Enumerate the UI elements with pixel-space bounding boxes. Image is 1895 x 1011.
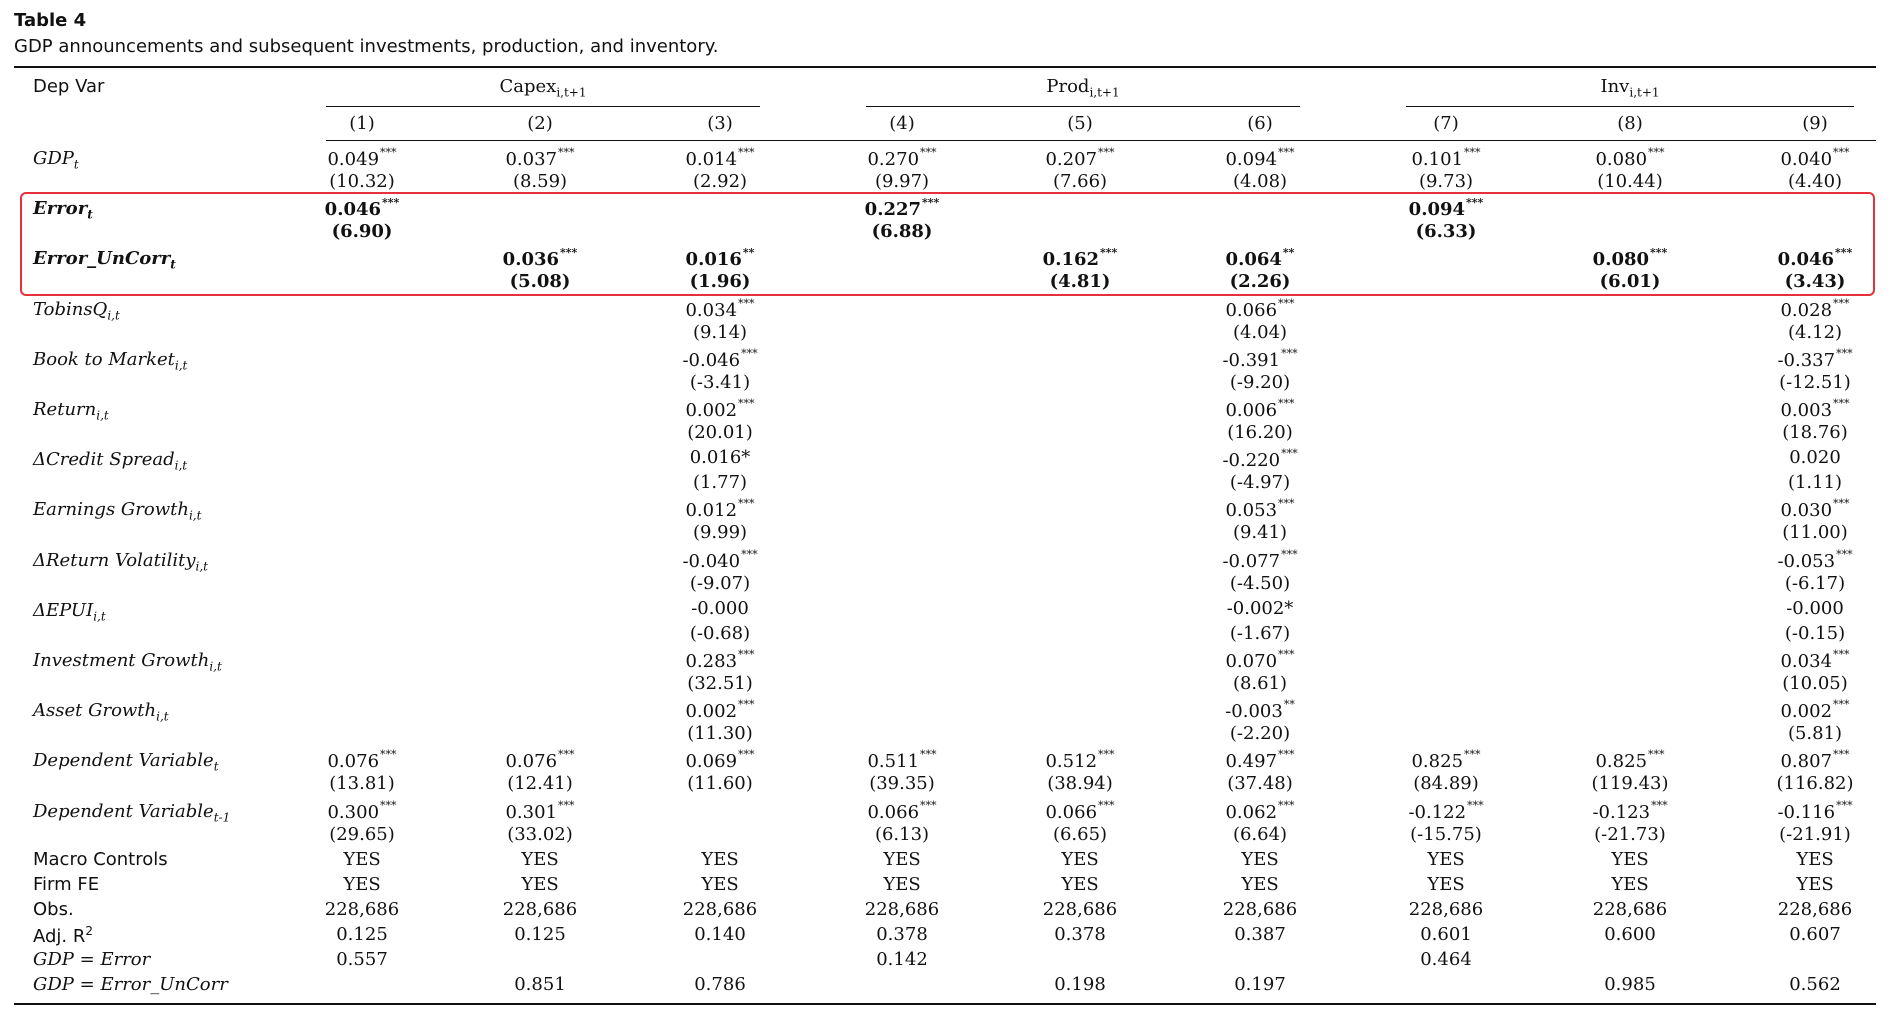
t-statistic: (6.13) xyxy=(874,823,930,845)
row-label-subscript: t xyxy=(170,257,176,272)
row-label-subscript: i,t xyxy=(188,508,202,523)
coefficient: 0.511*** xyxy=(867,748,937,773)
t-statistic: (-9.20) xyxy=(1229,371,1291,393)
t-statistic: (-0.68) xyxy=(689,622,751,644)
row-label-text: Earnings Growth xyxy=(33,499,189,521)
coefficient: 0.070*** xyxy=(1225,648,1295,672)
row-label-text: Dependent Variable xyxy=(33,800,214,822)
footer-value: YES xyxy=(1427,849,1465,870)
row-label-subscript: i,t xyxy=(96,408,109,423)
t-statistic: (8.61) xyxy=(1232,673,1288,694)
footer-value: 228,686 xyxy=(1222,899,1298,920)
t-statistic: (4.12) xyxy=(1787,321,1843,343)
coefficient: 0.300*** xyxy=(327,798,397,823)
t-statistic: (38.94) xyxy=(1047,773,1113,795)
t-statistic: (20.01) xyxy=(687,422,753,443)
footer-value: 0.140 xyxy=(694,924,746,945)
column-number: (7) xyxy=(1433,113,1459,134)
t-statistic: (6.90) xyxy=(331,221,393,243)
footer-value: 0.464 xyxy=(1420,949,1472,970)
row-label-text: GDP xyxy=(33,148,74,169)
coefficient: -0.337*** xyxy=(1777,346,1853,371)
coefficient: 0.002*** xyxy=(685,698,755,723)
footer-value: 0.125 xyxy=(514,924,566,945)
coefficient: -0.391*** xyxy=(1222,346,1298,371)
t-statistic: (5.81) xyxy=(1787,723,1843,745)
footer-value: 228,686 xyxy=(1777,899,1853,920)
footer-label xyxy=(33,924,93,947)
row-label-text: ΔCredit Spread xyxy=(33,449,175,471)
group-header xyxy=(1046,76,1119,100)
t-statistic: (6.88) xyxy=(871,221,933,243)
footer-value: 228,686 xyxy=(324,899,400,920)
coefficient: 0.028*** xyxy=(1780,296,1850,321)
group-header xyxy=(1600,76,1659,100)
coefficient: 0.012*** xyxy=(685,497,755,522)
column-number: (8) xyxy=(1617,113,1643,134)
footer-value: YES xyxy=(701,849,739,870)
footer-value: 228,686 xyxy=(864,899,940,920)
row-label-subscript: t xyxy=(73,157,79,172)
t-statistic: (6.01) xyxy=(1599,271,1661,293)
row-label-subscript: t xyxy=(213,759,219,774)
row-label-subscript: i,t xyxy=(156,709,169,724)
coefficient: 0.825*** xyxy=(1411,748,1481,773)
t-statistic: (32.51) xyxy=(687,673,753,694)
coefficient: 0.062*** xyxy=(1225,798,1295,823)
footer-value: YES xyxy=(1241,849,1279,870)
footer-label-superscript: 2 xyxy=(85,924,94,938)
t-statistic: (5.08) xyxy=(509,271,571,293)
coefficient: 0.080*** xyxy=(1595,146,1665,170)
coefficient: -0.122*** xyxy=(1408,798,1484,823)
t-statistic: (7.66) xyxy=(1052,171,1108,192)
t-statistic: (-21.73) xyxy=(1594,823,1666,845)
t-statistic: (4.40) xyxy=(1787,171,1843,192)
t-statistic: (9.97) xyxy=(874,171,930,192)
t-statistic: (-0.15) xyxy=(1784,622,1846,644)
column-number: (1) xyxy=(349,113,375,134)
footer-value: YES xyxy=(883,849,921,870)
footer-label-text: Macro Controls xyxy=(33,849,168,870)
t-statistic: (9.41) xyxy=(1232,522,1288,544)
t-statistic: (2.26) xyxy=(1229,271,1291,293)
footer-value: 0.601 xyxy=(1420,924,1472,945)
coefficient: 0.006*** xyxy=(1225,397,1295,421)
row-label-subscript: i,t xyxy=(209,659,222,674)
coefficient: 0.034*** xyxy=(685,296,755,321)
footer-label xyxy=(33,949,150,970)
t-statistic: (10.44) xyxy=(1597,171,1663,192)
t-statistic: (116.82) xyxy=(1776,773,1854,795)
row-label-text: Book to Market xyxy=(33,348,175,370)
footer-label xyxy=(33,974,228,995)
coefficient: 0.497*** xyxy=(1225,748,1295,773)
coefficient: 0.094*** xyxy=(1225,146,1295,170)
t-statistic: (6.65) xyxy=(1052,823,1108,845)
footer-value: 0.562 xyxy=(1789,974,1841,995)
group-rule xyxy=(866,106,1300,107)
coefficient: 0.066*** xyxy=(1225,296,1295,321)
coefficient: 0.064** xyxy=(1225,246,1295,271)
coefficient: 0.016** xyxy=(685,246,755,271)
row-label-text: TobinsQ xyxy=(33,298,108,320)
coefficient: 0.036*** xyxy=(502,246,578,271)
footer-value: 0.985 xyxy=(1604,974,1656,995)
footer-value: YES xyxy=(1796,849,1834,870)
footer-value: YES xyxy=(1241,874,1279,895)
coefficient: 0.002*** xyxy=(1780,698,1850,723)
row-label xyxy=(33,801,230,825)
coefficient: -0.002* xyxy=(1226,597,1294,619)
row-label-text: Investment Growth xyxy=(33,650,210,671)
t-statistic: (8.59) xyxy=(512,171,568,192)
row-label xyxy=(33,449,187,473)
coefficient: 0.020 xyxy=(1789,447,1841,469)
coefficient: -0.046*** xyxy=(682,346,758,371)
row-label-subscript: i,t xyxy=(195,559,209,574)
coefficient: -0.040*** xyxy=(682,547,758,572)
t-statistic: (2.92) xyxy=(692,171,748,192)
column-number: (6) xyxy=(1247,113,1273,134)
footer-value: 228,686 xyxy=(1042,899,1118,920)
t-statistic: (84.89) xyxy=(1413,773,1479,795)
footer-value: 0.125 xyxy=(336,924,388,945)
coefficient: 0.094*** xyxy=(1408,196,1484,221)
footer-value: 0.387 xyxy=(1234,924,1286,945)
coefficient: 0.227*** xyxy=(864,196,940,221)
t-statistic: (29.65) xyxy=(329,823,395,845)
t-statistic: (-6.17) xyxy=(1784,572,1846,594)
footer-value: 0.557 xyxy=(336,949,388,970)
coefficient: 0.053*** xyxy=(1225,497,1295,522)
coefficient: 0.016* xyxy=(689,447,751,469)
t-statistic: (-3.41) xyxy=(689,371,751,393)
footer-value: 0.378 xyxy=(1054,924,1106,945)
footer-value: YES xyxy=(1061,849,1099,870)
footer-label-text: GDP = Error_UnCorr xyxy=(33,974,228,995)
coefficient: 0.076*** xyxy=(505,748,575,773)
coefficient: 0.807*** xyxy=(1780,748,1850,773)
t-statistic: (13.81) xyxy=(329,773,395,795)
coefficient: 0.301*** xyxy=(505,798,575,823)
coefficient: 0.003*** xyxy=(1780,397,1850,421)
t-statistic: (-1.67) xyxy=(1229,622,1291,644)
t-statistic: (3.43) xyxy=(1784,271,1846,293)
row-label xyxy=(33,299,120,323)
bottom-rule xyxy=(14,1003,1876,1005)
t-statistic: (11.60) xyxy=(687,773,753,795)
group-subscript: i,t+1 xyxy=(556,85,587,100)
row-label-subscript: i,t xyxy=(174,458,188,473)
t-statistic: (4.81) xyxy=(1049,271,1111,293)
footer-value: YES xyxy=(1427,874,1465,895)
footer-value: 0.607 xyxy=(1789,924,1841,945)
row-label xyxy=(33,550,208,574)
row-label-subscript: t-1 xyxy=(213,810,231,825)
coefficient: 0.049*** xyxy=(327,146,397,170)
group-subscript: i,t+1 xyxy=(1089,85,1120,100)
coefficient: -0.220*** xyxy=(1222,447,1298,472)
row-label-text: ΔEPUI xyxy=(33,599,94,621)
t-statistic: (16.20) xyxy=(1227,422,1293,443)
coefficient: 0.825*** xyxy=(1595,748,1665,773)
row-label xyxy=(33,700,169,724)
footer-value: YES xyxy=(343,874,381,895)
t-statistic: (4.04) xyxy=(1232,321,1288,343)
row-label-subscript: i,t xyxy=(93,609,106,624)
header-rule xyxy=(326,140,1876,141)
coefficient: 0.034*** xyxy=(1780,648,1850,672)
footer-value: YES xyxy=(1061,874,1099,895)
footer-value: 0.142 xyxy=(876,949,928,970)
footer-label-text: Firm FE xyxy=(33,874,100,895)
footer-value: 228,686 xyxy=(1408,899,1484,920)
footer-value: YES xyxy=(701,874,739,895)
footer-value: 228,686 xyxy=(1592,899,1668,920)
footer-value: 0.378 xyxy=(876,924,928,945)
column-number: (9) xyxy=(1802,113,1828,134)
row-label xyxy=(33,750,219,774)
row-label xyxy=(33,399,109,423)
footer-value: 0.198 xyxy=(1054,974,1106,995)
t-statistic: (1.96) xyxy=(689,271,751,293)
coefficient: 0.066*** xyxy=(867,798,937,823)
coefficient: 0.046*** xyxy=(1777,246,1853,271)
t-statistic: (-4.50) xyxy=(1229,572,1291,594)
column-number: (5) xyxy=(1067,113,1093,134)
t-statistic: (9.99) xyxy=(692,522,748,544)
t-statistic: (12.41) xyxy=(507,773,573,795)
coefficient: 0.080*** xyxy=(1592,246,1668,271)
coefficient: 0.046*** xyxy=(324,196,400,221)
coefficient: 0.037*** xyxy=(505,146,575,170)
coefficient: 0.076*** xyxy=(327,748,397,773)
coefficient: 0.512*** xyxy=(1045,748,1115,773)
group-header xyxy=(499,76,586,100)
row-label-text: ΔReturn Volatility xyxy=(33,549,196,571)
row-label-text: Dependent Variable xyxy=(33,750,214,772)
row-label-subscript: t xyxy=(87,207,93,222)
footer-value: YES xyxy=(883,874,921,895)
coefficient: 0.162*** xyxy=(1042,246,1118,271)
column-number: (2) xyxy=(527,113,553,134)
t-statistic: (11.00) xyxy=(1782,522,1848,544)
row-label xyxy=(33,600,106,624)
coefficient: 0.270*** xyxy=(867,146,937,170)
t-statistic: (-21.91) xyxy=(1779,823,1851,845)
coefficient: 0.030*** xyxy=(1780,497,1850,522)
footer-value: YES xyxy=(521,849,559,870)
footer-value: YES xyxy=(1611,874,1649,895)
t-statistic: (10.32) xyxy=(329,171,395,192)
row-label-subscript: i,t xyxy=(174,358,188,373)
row-label-text: Error xyxy=(33,198,88,220)
group-subscript: i,t+1 xyxy=(1629,85,1660,100)
footer-value: 0.197 xyxy=(1234,974,1286,995)
t-statistic: (10.05) xyxy=(1782,673,1848,694)
coefficient: 0.283*** xyxy=(685,648,755,672)
row-label xyxy=(33,499,201,523)
footer-value: 228,686 xyxy=(502,899,578,920)
table-title: Table 4 xyxy=(14,10,87,31)
t-statistic: (6.64) xyxy=(1232,823,1288,845)
coefficient: 0.207*** xyxy=(1045,146,1115,170)
t-statistic: (-2.20) xyxy=(1229,723,1291,745)
coefficient: 0.014*** xyxy=(685,146,755,170)
footer-value: 0.786 xyxy=(694,974,746,995)
coefficient: -0.000 xyxy=(691,597,749,619)
t-statistic: (37.48) xyxy=(1227,773,1293,795)
footer-label-text: Adj. R xyxy=(33,926,86,947)
group-rule xyxy=(326,106,760,107)
footer-value: YES xyxy=(1611,849,1649,870)
footer-value: 0.600 xyxy=(1604,924,1656,945)
t-statistic: (9.73) xyxy=(1418,171,1474,192)
coefficient: 0.066*** xyxy=(1045,798,1115,823)
t-statistic: (9.14) xyxy=(692,321,748,343)
coefficient: -0.077*** xyxy=(1222,547,1298,572)
t-statistic: (4.08) xyxy=(1232,171,1288,192)
row-label xyxy=(33,349,187,373)
dep-var-label: Dep Var xyxy=(33,76,105,97)
t-statistic: (18.76) xyxy=(1782,422,1848,443)
t-statistic: (-12.51) xyxy=(1779,371,1851,393)
footer-label xyxy=(33,849,168,870)
highlight-box xyxy=(20,192,1875,296)
coefficient: 0.040*** xyxy=(1780,146,1850,170)
footer-value: YES xyxy=(343,849,381,870)
row-label-subscript: i,t xyxy=(107,308,120,323)
t-statistic: (6.33) xyxy=(1415,221,1477,243)
footer-value: YES xyxy=(521,874,559,895)
t-statistic: (11.30) xyxy=(687,723,753,745)
footer-value: 0.851 xyxy=(514,974,566,995)
t-statistic: (33.02) xyxy=(507,823,573,845)
t-statistic: (1.11) xyxy=(1787,472,1843,494)
coefficient: -0.123*** xyxy=(1592,798,1668,823)
group-name: Inv xyxy=(1600,76,1630,97)
footer-label-text: GDP = Error xyxy=(33,949,151,970)
coefficient: -0.116*** xyxy=(1777,798,1853,823)
row-label xyxy=(33,148,79,172)
footer-label-text: Obs. xyxy=(33,899,74,920)
t-statistic: (-4.97) xyxy=(1229,472,1291,494)
coefficient: -0.003** xyxy=(1225,698,1295,723)
t-statistic: (39.35) xyxy=(869,773,935,795)
coefficient: 0.002*** xyxy=(685,397,755,421)
row-label-text: Asset Growth xyxy=(33,700,157,722)
group-name: Capex xyxy=(499,76,557,97)
footer-value: 228,686 xyxy=(682,899,758,920)
t-statistic: (-15.75) xyxy=(1410,823,1482,845)
coefficient: -0.053*** xyxy=(1777,547,1853,572)
column-number: (4) xyxy=(889,113,915,134)
coefficient: -0.000 xyxy=(1786,597,1844,619)
group-rule xyxy=(1406,106,1854,107)
table-caption: GDP announcements and subsequent investments, production, and inventory. xyxy=(14,36,719,57)
row-label xyxy=(33,650,222,674)
row-label-text: Error_UnCorr xyxy=(33,248,171,270)
column-number: (3) xyxy=(707,113,733,134)
t-statistic: (-9.07) xyxy=(689,572,751,594)
footer-label xyxy=(33,899,74,920)
coefficient: 0.069*** xyxy=(685,748,755,773)
top-rule xyxy=(14,66,1876,68)
t-statistic: (119.43) xyxy=(1591,773,1669,795)
coefficient: 0.101*** xyxy=(1411,146,1481,170)
t-statistic: (1.77) xyxy=(692,472,748,494)
footer-label xyxy=(33,874,99,895)
row-label-text: Return xyxy=(33,399,97,420)
group-name: Prod xyxy=(1046,76,1090,97)
footer-value: YES xyxy=(1796,874,1834,895)
